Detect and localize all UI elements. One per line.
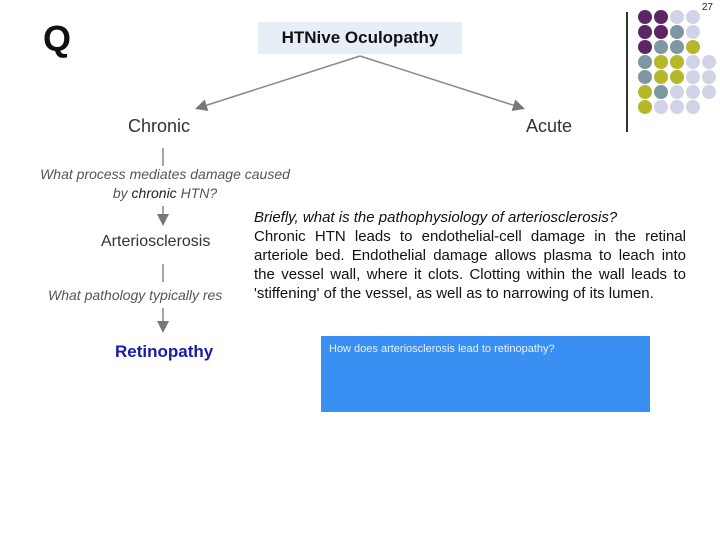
slide-number: 27	[701, 2, 713, 13]
branch-acute: Acute	[526, 116, 573, 136]
answer-box-question: Briefly, what is the pathophysiology of arteriosclerosis?	[254, 209, 618, 226]
arrow-to-acute	[360, 56, 522, 108]
node-retinopathy: Retinopathy	[115, 342, 214, 361]
node-arteriosclerosis: Arteriosclerosis	[101, 233, 211, 250]
diagram-title-text: HTNive Oculopathy	[281, 28, 439, 47]
arrow-to-chronic	[198, 56, 360, 108]
question-chronic-process: What process mediates damage caused by chronic HTN?	[40, 166, 290, 201]
branch-chronic: Chronic	[128, 116, 191, 136]
blue-box-question: How does arteriosclerosis lead to retinopathy?	[329, 343, 555, 355]
answer-box-arteriosclerosis	[252, 208, 686, 323]
answer-box-answer: Chronic HTN leads to endothelial-cell damage in the retinal arteriole bed. Endothelial damage allows plasma to leach into the vessel wall, where it clots. Clotting within the wall leads to 'stiffening' of the vessel, as well as to narrowing of its lumen.	[254, 228, 686, 302]
question-pathology-result: What pathology typically res	[48, 287, 223, 303]
blue-answer-box	[321, 336, 650, 412]
question-marker: Q	[43, 18, 72, 59]
